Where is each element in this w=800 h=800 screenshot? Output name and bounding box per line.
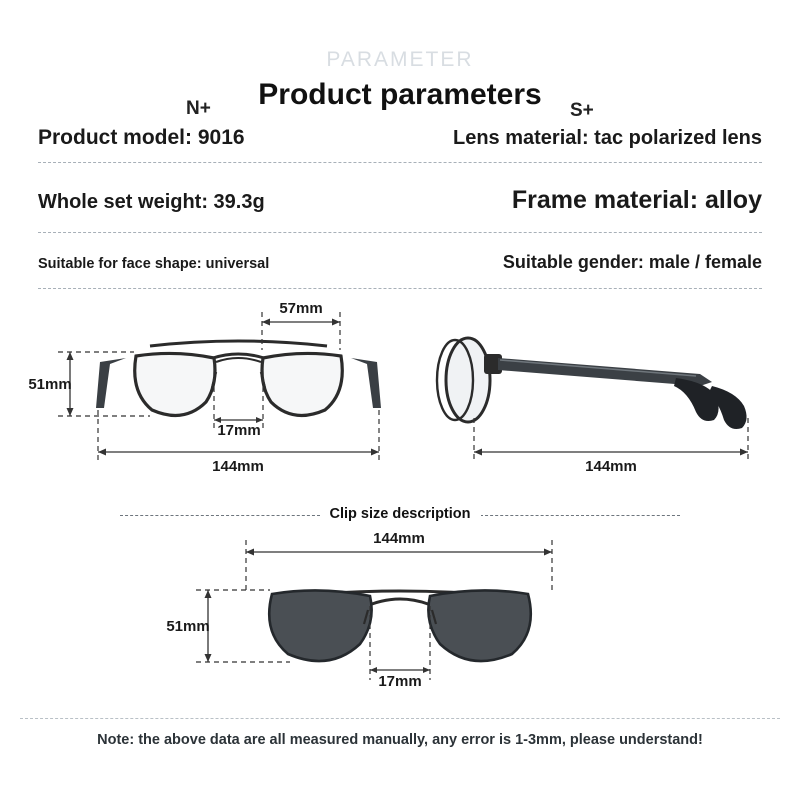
dim-clip-bridge: 17mm xyxy=(378,673,422,690)
glasses-diagrams-svg xyxy=(0,300,800,500)
divider-1 xyxy=(38,162,762,163)
spec-product-model: Product model: 9016 xyxy=(38,126,245,149)
diagram-area xyxy=(0,300,800,500)
spec-frame-material: Frame material: alloy xyxy=(511,186,762,214)
dim-clip-height: 51mm xyxy=(166,618,210,635)
dim-lens-width: 57mm xyxy=(279,300,323,317)
clip-size-description-header xyxy=(0,505,800,523)
dim-temple-length: 144mm xyxy=(585,458,637,475)
clip-diagram-svg xyxy=(0,528,800,713)
dim-clip-width: 144mm xyxy=(373,530,425,547)
clip-on-lens-group xyxy=(269,590,531,661)
page-title: Product parameters xyxy=(258,78,542,111)
front-view-group xyxy=(28,300,381,475)
side-view-group xyxy=(437,338,748,475)
clip-diagram-area xyxy=(0,528,800,713)
badge-n-plus: N+ xyxy=(186,98,211,119)
dim-front-total-width: 144mm xyxy=(212,458,264,475)
spec-row-face-shape xyxy=(38,252,762,273)
watermark-text: PARAMETER xyxy=(326,48,474,71)
badge-s-plus: S+ xyxy=(570,100,594,121)
spec-row-model xyxy=(38,126,762,150)
spec-gender: Suitable gender: male / female xyxy=(502,252,762,272)
clip-label-line-right xyxy=(480,515,680,516)
divider-2 xyxy=(38,232,762,233)
dim-bridge: 17mm xyxy=(217,422,261,439)
clip-label-text: Clip size description xyxy=(320,506,481,522)
spec-row-weight xyxy=(38,186,762,215)
divider-3 xyxy=(38,288,762,289)
footer-note: Note: the above data are all measured manually, any error is 1-3mm, please understand! xyxy=(97,732,703,748)
dim-front-height: 51mm xyxy=(28,376,72,393)
spec-face-shape: Suitable for face shape: universal xyxy=(38,256,270,272)
footer-divider xyxy=(20,718,780,719)
spec-lens-material: Lens material: tac polarized lens xyxy=(453,127,762,149)
clip-label-line-left xyxy=(120,515,320,516)
spec-whole-set-weight: Whole set weight: 39.3g xyxy=(38,191,265,213)
